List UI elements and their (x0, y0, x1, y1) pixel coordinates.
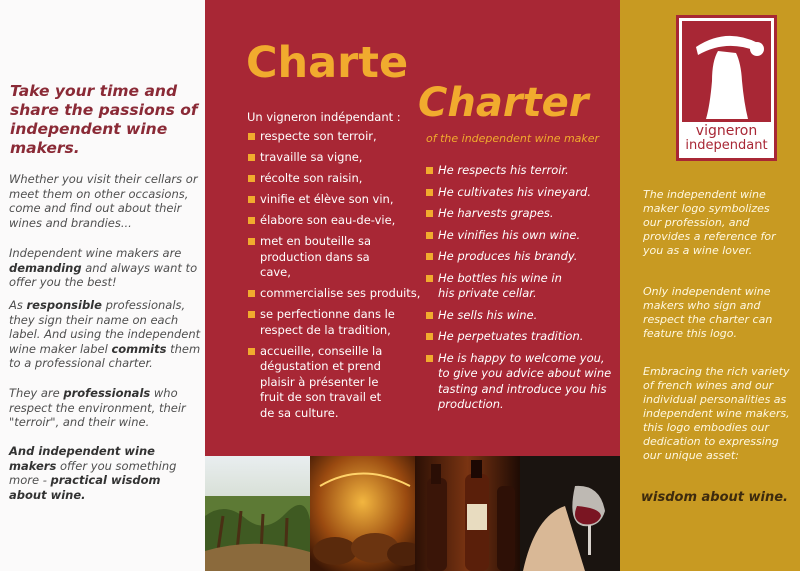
wine-photo-strip (205, 456, 620, 571)
list-item-text: travaille sa vigne, (260, 150, 363, 164)
left-paragraph-responsible (9, 298, 202, 371)
charte-title: Charte (246, 38, 409, 88)
list-item (424, 163, 614, 179)
left-paragraph-professionals (9, 386, 202, 430)
text-emphasis: commits (111, 341, 167, 356)
right-paragraph-logo: The independent wine maker logo symbolizes our profession, and provides a reference for you as a wine lover. (643, 188, 776, 257)
list-item-text: respecte son terroir, (260, 129, 377, 143)
list-item-text: élabore son eau-de-vie, (260, 213, 396, 227)
bullet-square-icon (426, 275, 433, 282)
text-emphasis: practical wisdom about wine. (9, 473, 161, 502)
bullet-square-icon (426, 333, 433, 340)
list-item-text: He cultivates his vineyard. (438, 184, 592, 199)
bullet-square-icon (426, 312, 433, 319)
list-item (246, 129, 424, 145)
list-item-text: He perpetuates tradition. (438, 329, 584, 343)
bullet-square-icon (426, 167, 433, 174)
list-item (246, 286, 424, 302)
cellar-barrels-photo (310, 456, 423, 571)
list-item-text: He harvests grapes. (438, 206, 554, 220)
bullet-square-icon (426, 210, 433, 217)
bullet-square-icon (426, 232, 433, 239)
text-emphasis: responsible (26, 298, 102, 312)
right-paragraph-charter: Only independent wine makers who sign and respect the charter can feature this logo. (643, 285, 773, 340)
bullet-square-icon (248, 290, 255, 297)
right-paragraph-variety: Embracing the rich variety of french wines and our individual personalities as independent wine makers, this logo embodies our dedication to expressing our unique asset: (643, 365, 790, 462)
text-emphasis: professionals (63, 386, 151, 400)
bullet-square-icon (248, 133, 255, 140)
text-emphasis: demanding (9, 260, 82, 275)
logo-text-vigneron: vigneron (695, 123, 758, 139)
wine-bottles-photo (415, 456, 520, 571)
text-segment: They are (9, 386, 64, 400)
list-item (246, 344, 395, 422)
left-paragraph-wisdom (9, 444, 202, 502)
list-item-text: He sells his wine. (438, 307, 538, 322)
right-wisdom-tagline: wisdom about wine. (641, 490, 788, 505)
list-item-text: He bottles his wine in his private cellar. (438, 270, 562, 300)
text-segment: who respect the environment, their "terroir", and their wine. (9, 386, 186, 429)
list-item (424, 308, 614, 324)
winemaker-silhouette-icon (682, 21, 771, 122)
bullet-square-icon (426, 355, 433, 362)
list-item (246, 234, 400, 281)
list-item (246, 192, 424, 208)
list-item (246, 307, 410, 338)
logo-emblem (682, 21, 771, 122)
english-charter-list (424, 163, 614, 419)
list-item (424, 185, 614, 201)
list-item-text: accueille, conseille la dégustation et prend plaisir à présenter le fruit de son travail et de sa culture. (260, 343, 383, 420)
list-item (424, 329, 614, 345)
list-item (424, 271, 568, 302)
bullet-square-icon (248, 238, 255, 245)
text-segment: offer you something more - (9, 458, 177, 487)
text-segment: professionals, they sign their name on each label. And using the independent wine maker label (9, 298, 201, 356)
vigneron-independant-logo (676, 15, 777, 161)
bullet-square-icon (426, 253, 433, 260)
list-item-text: récolte son raisin, (260, 171, 363, 185)
left-title: Take your time and share the passions of independent wine makers. (10, 82, 198, 157)
list-item (246, 213, 424, 229)
left-paragraph-demanding (9, 246, 202, 290)
list-item-text: He vinifies his own wine. (438, 227, 581, 242)
french-intro: Un vigneron indépendant : (247, 110, 401, 124)
charter-title: Charter (418, 80, 589, 126)
left-paragraph-visit: Whether you visit their cellars or meet them on other occasions, come and find out about their wines and brandies... (9, 172, 198, 230)
bullet-square-icon (248, 217, 255, 224)
bullet-square-icon (248, 348, 255, 355)
text-segment: them to a professional charter. (9, 341, 201, 370)
list-item (246, 171, 424, 187)
list-item-text: met en bouteille sa production dans sa cave, (260, 234, 372, 279)
list-item (424, 228, 614, 244)
list-item-text: vinifie et élève son vin, (260, 192, 394, 206)
charter-subtitle: of the independent wine maker (426, 132, 600, 145)
bullet-square-icon (248, 175, 255, 182)
text-emphasis: And independent wine makers (9, 444, 155, 473)
bullet-square-icon (426, 189, 433, 196)
bullet-square-icon (248, 311, 255, 318)
list-item (246, 150, 424, 166)
list-item-text: commercialise ses produits, (260, 286, 421, 300)
text-segment: and always want to offer you the best! (9, 260, 198, 289)
logo-text-independant: independant (685, 138, 768, 153)
wine-glass-photo (520, 456, 620, 571)
list-item (424, 351, 618, 413)
list-item-text: He respects his terroir. (438, 163, 569, 177)
bullet-square-icon (248, 154, 255, 161)
list-item (424, 249, 614, 265)
text-segment: Independent wine makers are (9, 246, 182, 260)
list-item-text: se perfectionne dans le respect de la tradition, (260, 307, 395, 337)
bullet-square-icon (248, 196, 255, 203)
list-item (424, 206, 614, 222)
french-charter-list (246, 129, 424, 427)
text-segment: As (9, 298, 27, 312)
list-item-text: He is happy to welcome you, to give you advice about wine tasting and introduce you his production. (438, 350, 612, 411)
vineyard-photo (205, 456, 310, 571)
list-item-text: He produces his brandy. (438, 249, 578, 263)
